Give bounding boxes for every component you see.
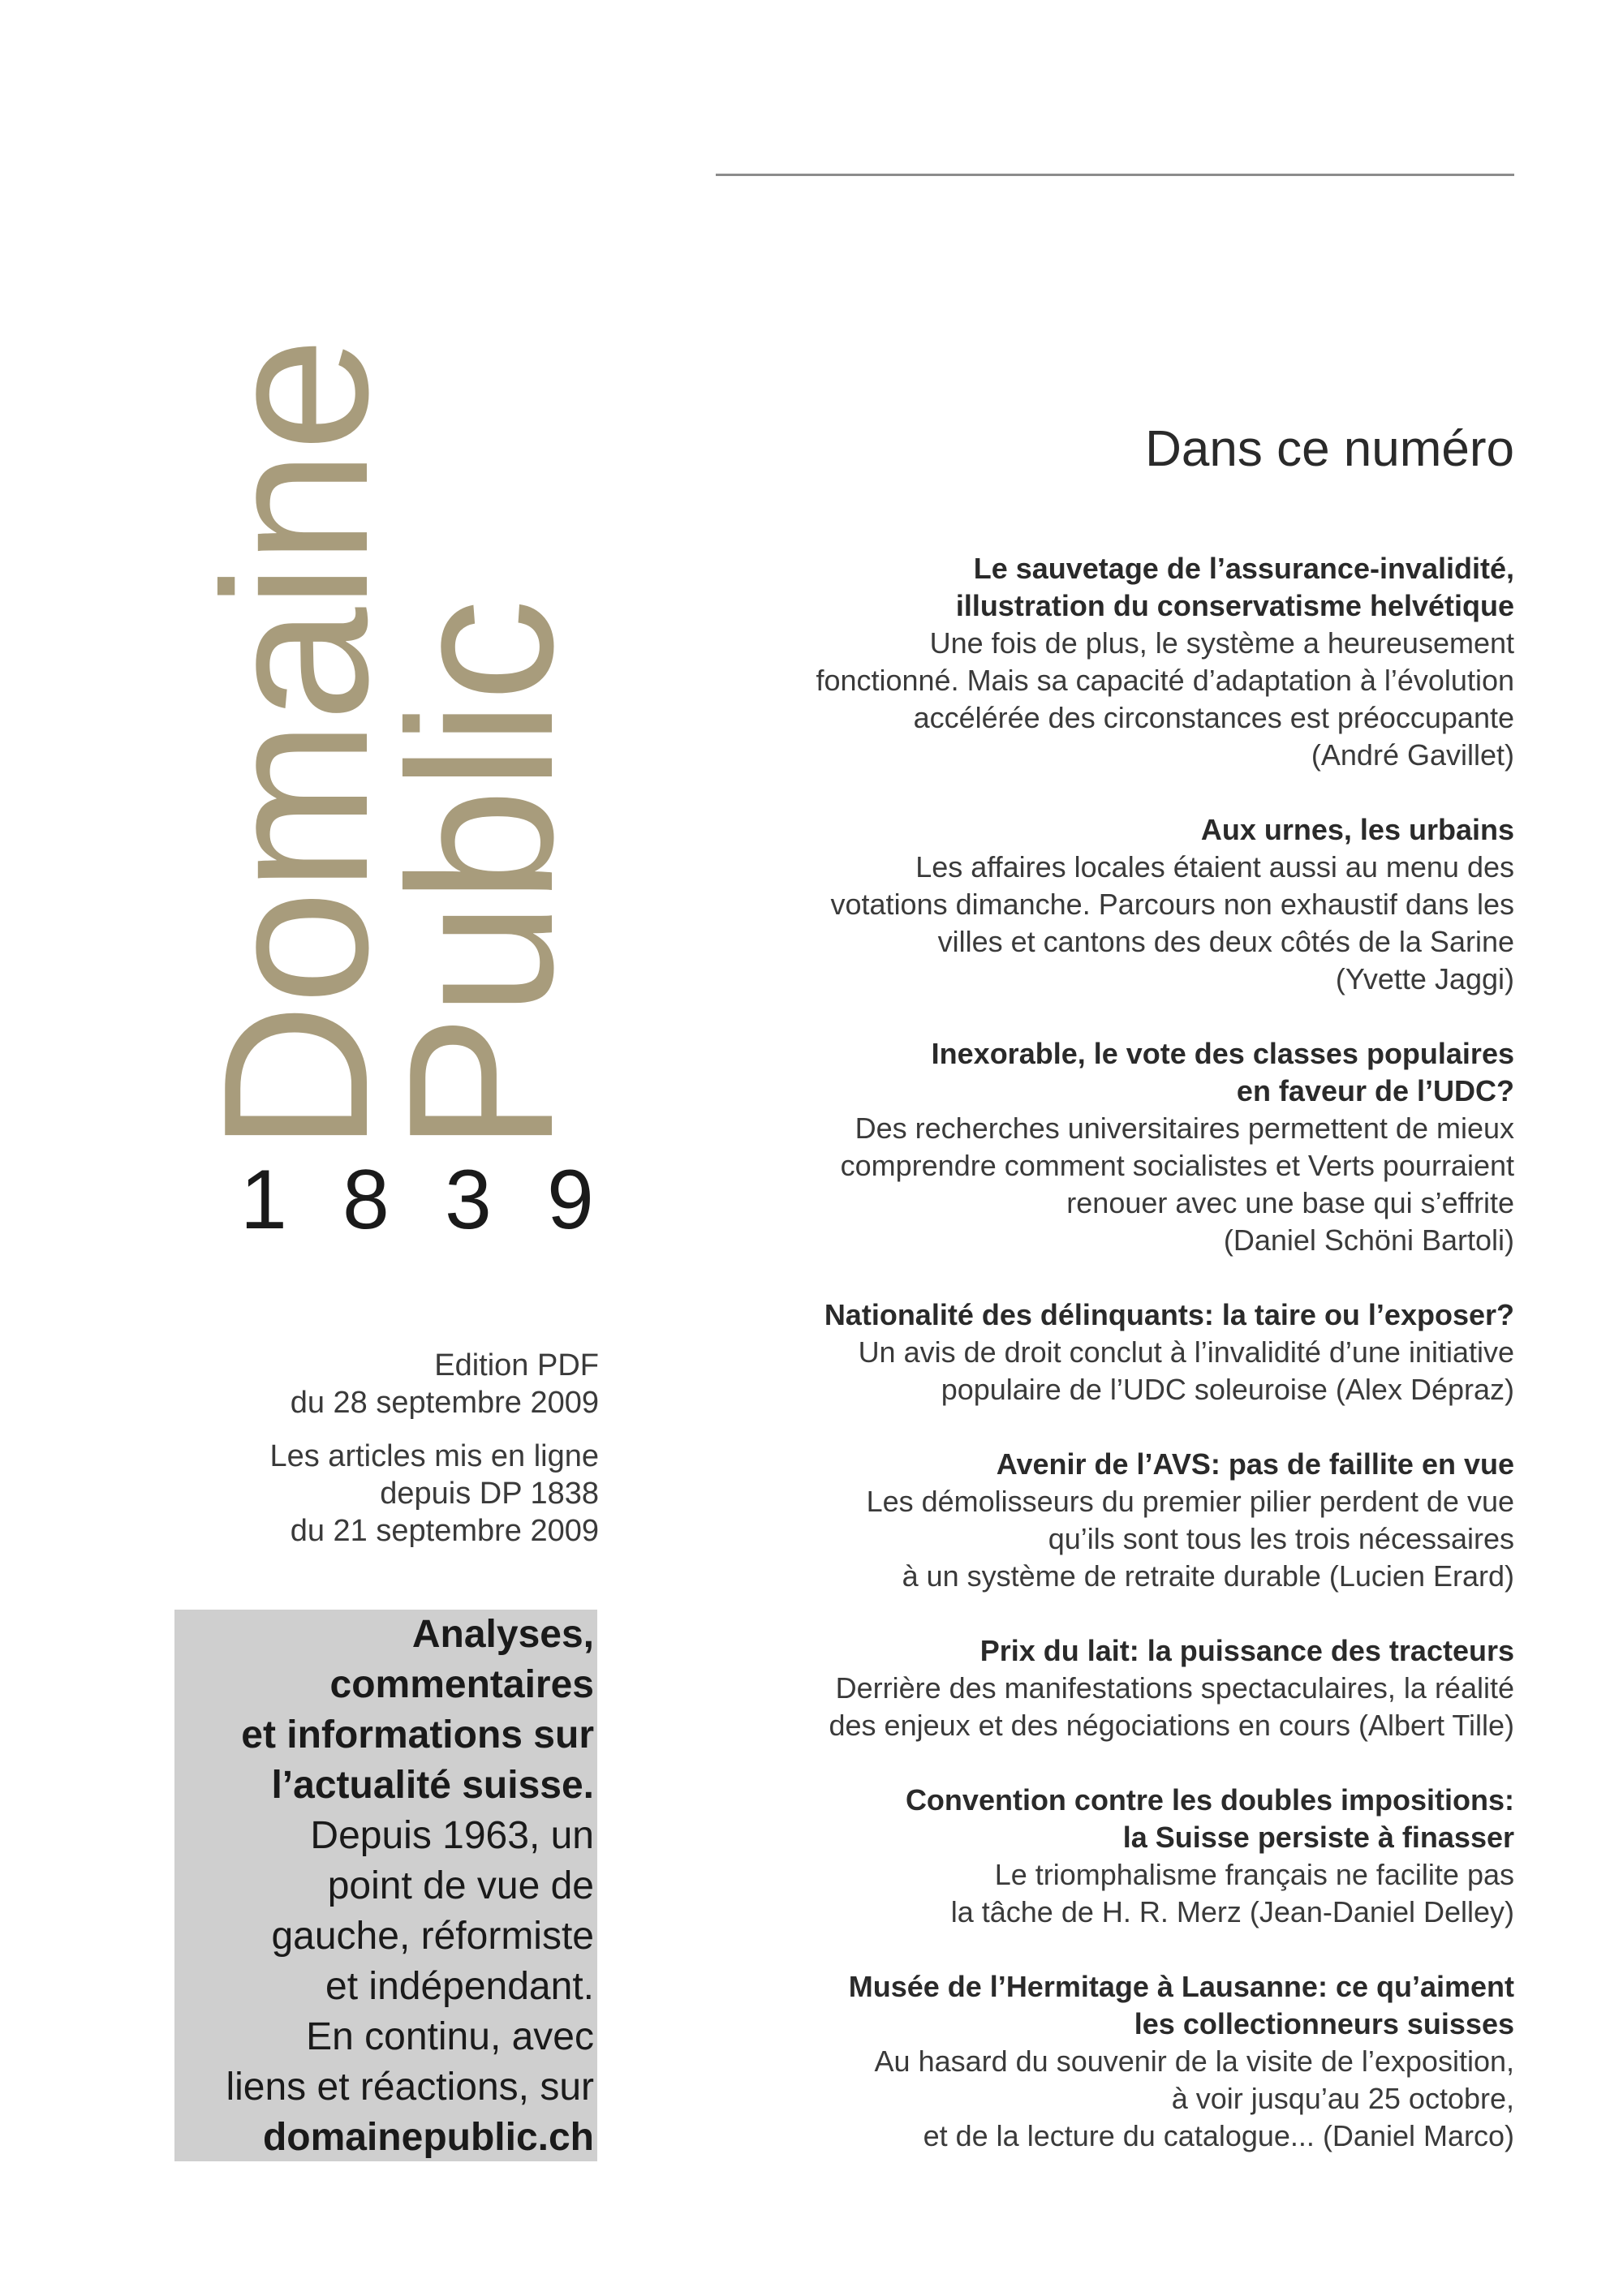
toc-description: fonctionné. Mais sa capacité d’adaptation à l’évolution — [816, 664, 1514, 697]
toc-headline: la Suisse persiste à finasser — [1122, 1821, 1514, 1854]
edition-line: du 28 septembre 2009 — [290, 1386, 599, 1420]
promo-line: Depuis 1963, un — [310, 1814, 594, 1857]
promo-line: En continu, avec — [306, 2015, 594, 2058]
toc-description: qu’ils sont tous les trois nécessaires — [1048, 1522, 1514, 1555]
promo-line: commentaires — [329, 1663, 594, 1706]
toc-headline: Convention contre les doubles impositions: — [905, 1783, 1514, 1817]
toc-description: Une fois de plus, le système a heureusement — [929, 626, 1514, 660]
issue-digit: 8 — [342, 1153, 390, 1247]
toc-description: Les affaires locales étaient aussi au menu des — [915, 850, 1514, 884]
toc-description: Derrière des manifestations spectaculaires, la réalité — [835, 1671, 1514, 1705]
toc-description: à un système de retraite durable (Lucien Erard) — [902, 1559, 1514, 1593]
promo-line: Analyses, — [411, 1613, 594, 1656]
toc-headline: les collectionneurs suisses — [1134, 2007, 1514, 2040]
edition-block-articles — [269, 1438, 599, 1550]
edition-info — [269, 1347, 599, 1566]
toc-description: comprendre comment socialistes et Verts pourraient — [840, 1149, 1514, 1182]
toc-headline: Avenir de l’AVS: pas de faillite en vue — [996, 1447, 1514, 1481]
masthead-title — [180, 97, 609, 1152]
toc-description: villes et cantons des deux côtés de la Sarine — [937, 925, 1514, 958]
issue-digit: 9 — [547, 1153, 594, 1247]
toc-headline: Prix du lait: la puissance des tracteurs — [979, 1634, 1514, 1667]
promo-line: l’actualité suisse. — [271, 1764, 594, 1807]
promo-line: et indépendant. — [325, 1965, 594, 2008]
promo-box — [174, 1610, 597, 2161]
toc-headline: Nationalité des délinquants: la taire ou l’exposer? — [824, 1298, 1514, 1331]
toc-description: la tâche de H. R. Merz (Jean-Daniel Delley) — [950, 1895, 1514, 1928]
toc-description: Le triomphalisme français ne facilite pas — [994, 1858, 1514, 1891]
table-of-contents — [703, 550, 1514, 2192]
toc-item[interactable] — [703, 550, 1514, 774]
toc-item[interactable] — [703, 1035, 1514, 1259]
toc-description: accélérée des circonstances est préoccupante — [913, 701, 1514, 734]
edition-line: depuis DP 1838 — [380, 1477, 599, 1511]
toc-author: (André Gavillet) — [1311, 738, 1514, 772]
toc-description: et de la lecture du catalogue... (Daniel Marco) — [923, 2119, 1514, 2152]
edition-line: Edition PDF — [434, 1348, 599, 1382]
promo-line: gauche, réformiste — [271, 1915, 594, 1958]
toc-item[interactable] — [703, 1632, 1514, 1744]
promo-line: liens et réactions, sur — [226, 2066, 594, 2109]
toc-description: des enjeux et des négociations en cours (Albert Tille) — [829, 1709, 1514, 1742]
promo-line: et informations sur — [241, 1713, 594, 1756]
toc-headline: Le sauvetage de l’assurance-invalidité, — [973, 552, 1514, 585]
masthead-word-public: Public — [365, 600, 596, 1152]
toc-item[interactable] — [703, 1446, 1514, 1595]
toc-description: Un avis de droit conclut à l’invalidité d’une initiative — [858, 1335, 1514, 1369]
issue-number — [240, 1152, 605, 1249]
toc-description: populaire de l’UDC soleuroise (Alex Dépraz) — [941, 1373, 1514, 1406]
toc-headline: en faveur de l’UDC? — [1236, 1074, 1514, 1107]
toc-headline: Inexorable, le vote des classes populaires — [931, 1037, 1514, 1070]
toc-description: Des recherches universitaires permettent de mieux — [855, 1111, 1514, 1145]
promo-line: point de vue de — [327, 1864, 594, 1907]
edition-line: Les articles mis en ligne — [269, 1439, 599, 1473]
issue-digit: 3 — [445, 1153, 492, 1247]
toc-description: Au hasard du souvenir de la visite de l’exposition, — [874, 2044, 1514, 2078]
issue-digit: 1 — [240, 1153, 287, 1247]
toc-description: Les démolisseurs du premier pilier perdent de vue — [866, 1485, 1514, 1518]
edition-line: du 21 septembre 2009 — [290, 1514, 599, 1548]
website-link[interactable]: domainepublic.ch — [262, 2116, 594, 2159]
toc-title: Dans ce numéro — [1145, 421, 1514, 477]
edition-block-pdf — [269, 1347, 599, 1421]
toc-description: renouer avec une base qui s’effrite — [1066, 1186, 1514, 1219]
toc-headline: Aux urnes, les urbains — [1200, 813, 1514, 846]
toc-description: à voir jusqu’au 25 octobre, — [1171, 2082, 1514, 2115]
toc-item[interactable] — [703, 811, 1514, 998]
toc-headline: Musée de l’Hermitage à Lausanne: ce qu’aiment — [848, 1970, 1514, 2003]
toc-item[interactable] — [703, 1296, 1514, 1408]
toc-description: votations dimanche. Parcours non exhaustif dans les — [830, 888, 1514, 921]
toc-item[interactable] — [703, 1968, 1514, 2155]
toc-headline: illustration du conservatisme helvétique — [955, 589, 1514, 622]
toc-author: (Yvette Jaggi) — [1335, 962, 1514, 995]
top-divider — [716, 174, 1514, 176]
toc-item[interactable] — [703, 1782, 1514, 1931]
masthead-word-domaine: Domaine — [180, 338, 411, 1152]
toc-author: (Daniel Schöni Bartoli) — [1223, 1223, 1514, 1257]
